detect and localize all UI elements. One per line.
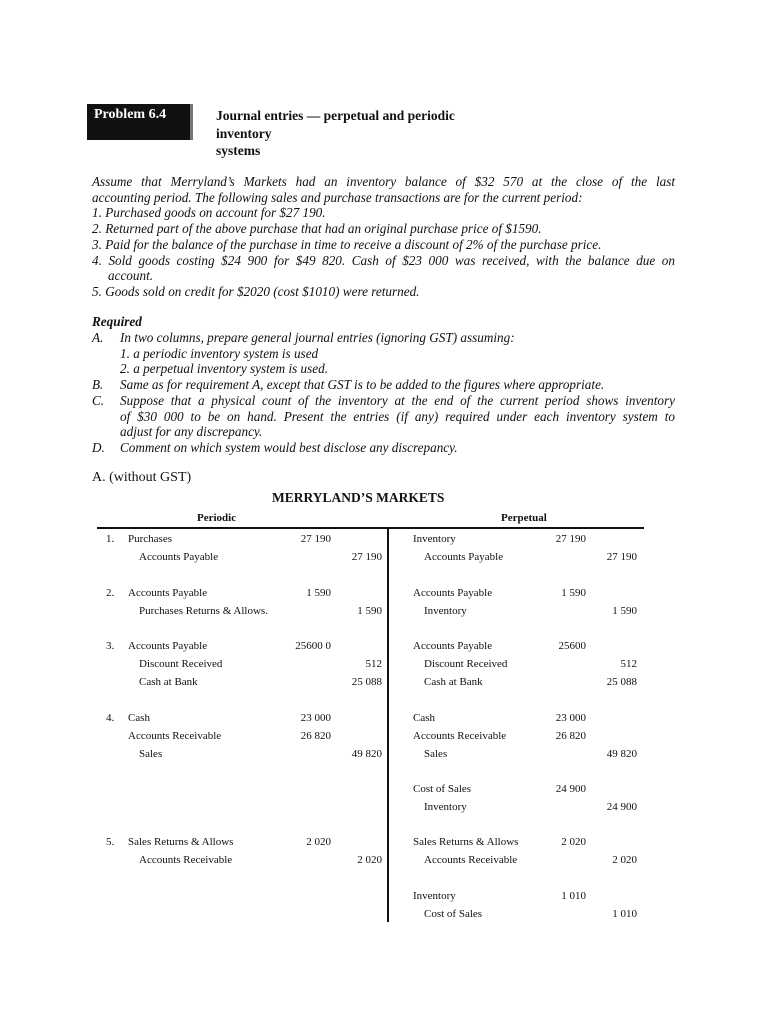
requirement-b <box>92 377 675 393</box>
credit-amount: 49 820 <box>351 748 382 760</box>
perpetual-journal-row <box>0 727 768 745</box>
problem-badge <box>87 104 190 140</box>
debit-amount: 24 900 <box>555 783 586 795</box>
debit-amount: 1 590 <box>306 587 331 599</box>
credit-amount: 24 900 <box>606 801 637 813</box>
credit-amount: 1 010 <box>612 908 637 920</box>
debit-amount: 2 020 <box>561 836 586 848</box>
transaction-item-continued: account. <box>108 268 154 284</box>
credit-amount: 2 020 <box>612 854 637 866</box>
perpetual-journal-row <box>0 584 768 602</box>
required-heading: Required <box>92 314 142 329</box>
problem-badge-shadow <box>190 104 193 140</box>
account-name: Cost of Sales <box>424 908 483 920</box>
company-name: MERRYLAND’S MARKETS <box>272 490 445 505</box>
account-name: Accounts Payable <box>413 587 493 599</box>
transaction-item: 2. Returned part of the above purchase that had an original purchase price of $1590. <box>92 221 542 237</box>
debit-amount: 26 820 <box>555 730 586 742</box>
credit-amount: 512 <box>365 658 382 670</box>
problem-badge-label: Problem 6.4 <box>94 107 167 122</box>
statement-line: accounting period. The following sales and purchase transactions are for the current period: <box>92 189 583 205</box>
account-name: Cash <box>413 712 435 724</box>
perpetual-journal-row <box>0 602 768 620</box>
account-name: Accounts Payable <box>128 640 208 652</box>
credit-amount: 25 088 <box>606 676 637 688</box>
perpetual-journal-row <box>0 780 768 798</box>
entry-number: 3. <box>106 640 115 652</box>
perpetual-journal-row <box>0 905 768 923</box>
requirement-text-line: of $30 000 to be on hand. Present the entries (if any) required under each inventory system to <box>120 408 675 424</box>
problem-title <box>216 107 516 160</box>
entry-number: 4. <box>106 712 115 724</box>
required-list <box>92 330 675 456</box>
credit-amount: 49 820 <box>606 748 637 760</box>
account-name: Cash at Bank <box>139 676 198 688</box>
perpetual-journal-row <box>0 548 768 566</box>
requirement-c <box>92 393 675 440</box>
perpetual-journal-row <box>0 637 768 655</box>
transaction-item: 1. Purchased goods on account for $27 190. <box>92 205 326 221</box>
problem-title-line: Journal entries — perpetual and periodic <box>216 108 455 123</box>
account-name: Cash <box>128 712 150 724</box>
problem-title-line: systems <box>216 143 261 158</box>
account-name: Accounts Payable <box>128 587 208 599</box>
perpetual-journal-row <box>0 745 768 763</box>
debit-amount: 23 000 <box>555 712 586 724</box>
perpetual-journal-row <box>0 851 768 869</box>
account-name: Accounts Receivable <box>128 730 222 742</box>
entry-number: 1. <box>106 533 115 545</box>
transaction-item: 4. Sold goods costing $24 900 for $49 820. Cash of $23 000 was received, with the balance due on <box>92 252 675 268</box>
account-name: Inventory <box>413 533 456 545</box>
perpetual-column-heading: Perpetual <box>501 512 547 524</box>
debit-amount: 23 000 <box>300 712 331 724</box>
perpetual-journal-row <box>0 530 768 548</box>
credit-amount: 25 088 <box>351 676 382 688</box>
credit-amount: 27 190 <box>606 551 637 563</box>
account-name: Purchases Returns & Allows. <box>139 605 268 617</box>
periodic-column-heading: Periodic <box>197 512 237 524</box>
requirement-letter: C. <box>92 392 105 408</box>
requirement-text: Comment on which system would best disclose any discrepancy. <box>120 439 458 455</box>
entry-number: 2. <box>106 587 115 599</box>
account-name: Accounts Receivable <box>424 854 518 866</box>
transaction-item: 5. Goods sold on credit for $2020 (cost $1010) were returned. <box>92 283 420 299</box>
credit-amount: 512 <box>620 658 637 670</box>
debit-amount: 1 590 <box>561 587 586 599</box>
requirement-a-sub: 1. a periodic inventory system is used <box>120 345 319 361</box>
requirement-a <box>92 330 675 346</box>
requirement-letter: A. <box>92 330 104 345</box>
section-a-heading: A. (without GST) <box>92 470 192 485</box>
transaction-item: 3. Paid for the balance of the purchase in time to receive a discount of 2% of the purchase price. <box>92 236 602 252</box>
account-name: Inventory <box>424 801 467 813</box>
requirement-text-line: adjust for any discrepancy. <box>120 424 263 440</box>
requirement-letter: D. <box>92 439 105 455</box>
account-name: Inventory <box>424 605 467 617</box>
debit-amount: 2 020 <box>306 836 331 848</box>
requirement-a-sub: 2. a perpetual inventory system is used. <box>120 361 329 377</box>
account-name: Accounts Payable <box>139 551 219 563</box>
perpetual-journal-row <box>0 833 768 851</box>
table-header-rule <box>97 527 644 529</box>
account-name: Sales <box>139 748 163 760</box>
account-name: Accounts Receivable <box>413 730 507 742</box>
account-name: Cash at Bank <box>424 676 483 688</box>
debit-amount: 1 010 <box>561 890 586 902</box>
account-name: Accounts Payable <box>424 551 504 563</box>
credit-amount: 27 190 <box>351 551 382 563</box>
credit-amount: 2 020 <box>357 854 382 866</box>
debit-amount: 25600 <box>558 640 586 652</box>
perpetual-journal-row <box>0 798 768 816</box>
requirement-text: In two columns, prepare general journal entries (ignoring GST) assuming: <box>120 330 515 345</box>
account-name: Discount Received <box>139 658 223 670</box>
account-name: Sales Returns & Allows <box>413 836 519 848</box>
problem-statement <box>92 174 675 300</box>
requirement-letter: B. <box>92 377 104 393</box>
perpetual-journal-row <box>0 887 768 905</box>
perpetual-journal-row <box>0 655 768 673</box>
debit-amount: 27 190 <box>555 533 586 545</box>
requirement-text <box>120 393 675 440</box>
account-name: Cost of Sales <box>413 783 472 795</box>
account-name: Accounts Receivable <box>139 854 233 866</box>
problem-title-line: inventory <box>216 125 272 141</box>
debit-amount: 27 190 <box>300 533 331 545</box>
credit-amount: 1 590 <box>357 605 382 617</box>
account-name: Accounts Payable <box>413 640 493 652</box>
entry-number: 5. <box>106 836 115 848</box>
requirement-text: Same as for requirement A, except that GST is to be added to the figures where appropriate. <box>120 377 605 393</box>
debit-amount: 26 820 <box>300 730 331 742</box>
credit-amount: 1 590 <box>612 605 637 617</box>
perpetual-journal-row <box>0 673 768 691</box>
perpetual-journal-row <box>0 709 768 727</box>
account-name: Sales Returns & Allows <box>128 836 234 848</box>
statement-line: Assume that Merryland’s Markets had an inventory balance of $32 570 at the close of the last <box>92 174 675 189</box>
requirement-d <box>92 440 675 456</box>
account-name: Sales <box>424 748 448 760</box>
account-name: Purchases <box>128 533 172 545</box>
debit-amount: 25600 0 <box>295 640 331 652</box>
account-name: Discount Received <box>424 658 508 670</box>
requirement-text-line: Suppose that a physical count of the inventory at the end of the current period shows inventory <box>120 392 675 408</box>
account-name: Inventory <box>413 890 456 902</box>
